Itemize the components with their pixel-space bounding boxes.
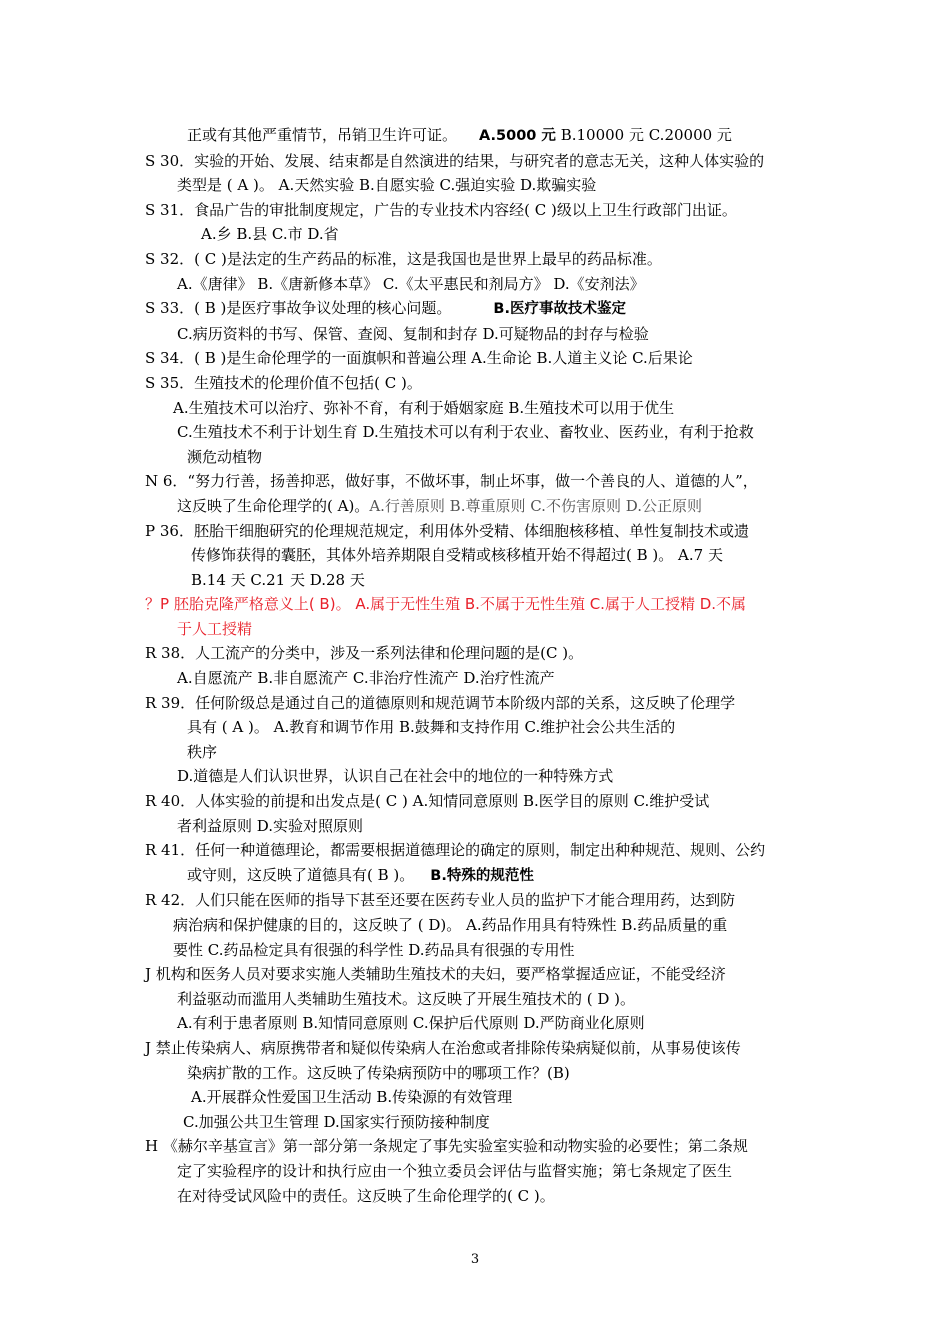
text-line: B.14 天 C.21 天 D.28 天 — [191, 570, 365, 589]
question-line: R 38．人工流产的分类中，涉及一系列法律和伦理问题的是(C )。 — [145, 644, 584, 663]
text-line: 者利益原则 D.实验对照原则 — [177, 816, 364, 835]
highlighted-question-line: 于人工授精 — [177, 619, 253, 638]
text-line: A.有利于患者原则 B.知情同意原则 C.保护后代原则 D.严防商业化原则 — [177, 1014, 645, 1033]
question-line: R 39．任何阶级总是通过自己的道德原则和规范调节本阶级内部的关系，这反映了伦理学 — [145, 693, 736, 712]
text-line: C.生殖技术不利于计划生育 D.生殖技术可以有利于农业、畜牧业、医药业，有利于抢救 — [177, 423, 754, 442]
text-line: 或守则，这反映了道德具有( B )。 B.特殊的规范性 — [187, 865, 534, 884]
text-line: A.乡 B.县 C.市 D.省 — [201, 225, 339, 244]
text-line: 秩序 — [187, 742, 218, 761]
document-body — [145, 123, 810, 1208]
text-line: 濒危动植物 — [187, 447, 263, 466]
text-line: 要性 C.药品检定具有很强的科学性 D.药品具有很强的专用性 — [173, 940, 575, 959]
question-line: S 35．生殖技术的伦理价值不包括( C )。 — [145, 373, 422, 392]
text-line: A.生殖技术可以治疗、弥补不育，有利于婚姻家庭 B.生殖技术可以用于优生 — [173, 398, 675, 417]
question-line: S 33．( B )是医疗事故争议处理的核心问题。 B.医疗事故技术鉴定 — [145, 299, 626, 318]
text-line: 染病扩散的工作。这反映了传染病预防中的哪项工作？(B) — [187, 1063, 570, 1082]
question-line: S 31．食品广告的审批制度规定，广告的专业技术内容经( C )级以上卫生行政部门出证。 — [145, 200, 737, 219]
text-line: 在对待受试风险中的责任。这反映了生命伦理学的( C )。 — [177, 1186, 555, 1205]
question-line: H 《赫尔辛基宣言》第一部分第一条规定了事先实验室实验和动物实验的必要性；第二条规 — [145, 1137, 748, 1156]
question-line: R 42．人们只能在医师的指导下甚至还要在医药专业人员的监护下才能合理用药，达到防 — [145, 891, 736, 910]
gray-options: A.行善原则 B.尊重原则 C.不伤害原则 D.公正原则 — [369, 496, 702, 515]
bold-answer: A.5000 元 — [479, 128, 556, 144]
text-line: 定了实验程序的设计和执行应由一个独立委员会评估与监督实施；第七条规定了医生 — [177, 1161, 733, 1180]
bold-answer: B.特殊的规范性 — [430, 867, 534, 884]
question-line: R 41．任何一种道德理论，都需要根据道德理论的确定的原则，制定出种种规范、规则、公约 — [145, 841, 766, 860]
question-line: N 6．“努力行善，扬善抑恶，做好事，不做坏事，制止坏事，做一个善良的人、道德的人”， — [145, 472, 758, 491]
text-line: A.开展群众性爱国卫生活动 B.传染源的有效管理 — [191, 1088, 513, 1107]
text-line: 病治病和保护健康的目的，这反映了 ( D)。 A.药品作用具有特殊性 B.药品质量的重 — [173, 916, 728, 934]
text-line: A.《唐律》 B.《唐新修本草》 C.《太平惠民和剂局方》 D.《安剂法》 — [177, 274, 645, 293]
text-line: C.加强公共卫生管理 D.国家实行预防接种制度 — [183, 1112, 490, 1131]
question-line: S 32．( C )是法定的生产药品的标准，这是我国也是世界上最早的药品标准。 — [145, 249, 662, 268]
bold-answer: B.医疗事故技术鉴定 — [493, 301, 626, 318]
page-number: 3 — [470, 1252, 480, 1267]
text-line: 这反映了生命伦理学的( A)。A.行善原则 B.尊重原则 C.不伤害原则 D.公正原则 — [177, 496, 702, 515]
highlighted-question-line: ？P 胚胎克隆严格意义上( B)。 A.属于无性生殖 B.不属于无性生殖 C.属于人工授精 D.不属 — [145, 595, 747, 614]
question-line: S 34．( B )是生命伦理学的一面旗帜和普遍公理 A.生命论 B.人道主义论 C.后果论 — [145, 349, 693, 368]
question-line: S 30．实验的开始、发展、结束都是自然演进的结果，与研究者的意志无关，这种人体实验的 — [145, 151, 765, 170]
question-line: J 机构和医务人员对要求实施人类辅助生殖技术的夫妇，要严格掌握适应证，不能受经济 — [145, 965, 726, 984]
question-line: R 40．人体实验的前提和出发点是( C ) A.知情同意原则 B.医学目的原则 C.维护受试 — [145, 792, 710, 811]
question-line: J 禁止传染病人、病原携带者和疑似传染病人在治愈或者排除传染病疑似前，从事易使该传 — [145, 1038, 741, 1057]
text-line: A.自愿流产 B.非自愿流产 C.非治疗性流产 D.治疗性流产 — [177, 669, 555, 688]
text-line: 具有 ( A )。 A.教育和调节作用 B.鼓舞和支持作用 C.维护社会公共生活的 — [187, 718, 676, 737]
text-line: C.病历资料的书写、保管、查阅、复制和封存 D.可疑物品的封存与检验 — [177, 324, 649, 343]
text-line: 类型是 ( A )。 A.天然实验 B.自愿实验 C.强迫实验 D.欺骗实验 — [177, 176, 597, 195]
text-line: 利益驱动而滥用人类辅助生殖技术。这反映了开展生殖技术的 ( D )。 — [177, 989, 636, 1008]
text-line: 传修饰获得的囊胚，其体外培养期限自受精或核移植开始不得超过( B )。 A.7 天 — [191, 546, 723, 565]
question-line: P 36．胚胎干细胞研究的伦理规范规定，利用体外受精、体细胞核移植、单性复制技术或遗 — [145, 521, 749, 540]
text-line: D.道德是人们认识世界，认识自己在社会中的地位的一种特殊方式 — [177, 767, 614, 786]
text-line: 正或有其他严重情节，吊销卫生许可证。 A.5000 元 B.10000 元 C.20000 元 — [187, 126, 732, 144]
